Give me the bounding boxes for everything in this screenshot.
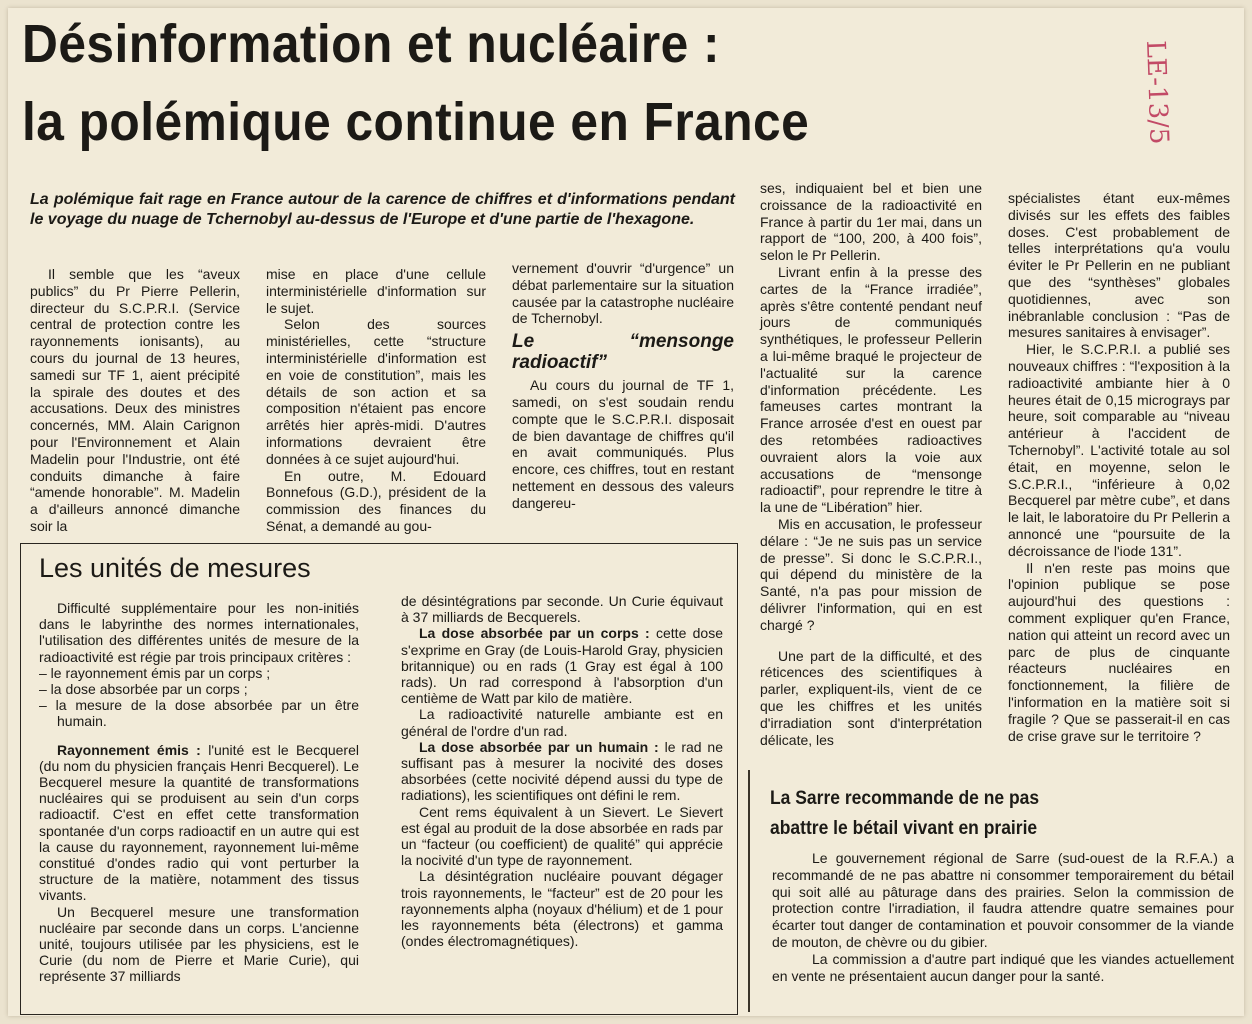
headline-line-1: Désinformation et nucléaire : xyxy=(22,14,720,74)
col1-paragraph: Il semble que les “aveux publics” du Pr Pierre Pellerin, directeur du S.C.P.R.I. (Service central de protection contre les rayonnements ionisants), au cours du journal de 13 heures, samedi sur TF 1, aient précipité la spirale des doutes et des accusations. Deux des ministres concernés, MM. Alain Carignon pour l'Environnement et Alain Madelin pour l'Industrie, ont été conduits dimanche à faire “amende honorable”. M. Madelin a d'ailleurs annoncé dimanche soir la xyxy=(30,266,240,534)
sarre-article-body xyxy=(772,850,1234,984)
article-lede: La polémique fait rage en France autour de la carence de chiffres et d'informations pendant le voyage du nuage de Tchernobyl au-dessus de l'Europe et d'une partie de l'hexagone. xyxy=(30,191,735,228)
dose-humain-label: La dose absorbée par un humain : xyxy=(419,738,659,755)
col4-paragraph-2: Livrant enfin à la presse des cartes de la “France irradiée”, après s'être contenté pendant neuf jours de communiqués synthétiques, le professeur Pellerin a lui-même braqué le projecteur de l'actualité sur la carence d'information précédente. Les fameuses cartes montrant la France arrosée d'est en ouest par des retombées radioactives ouvraient alors la voie aux accusations de “mensonge radioactif”, pour reprendre le titre à la une de “Libération” hier. xyxy=(760,263,982,516)
col3-paragraph-2: Au cours du journal de TF 1, samedi, on s'est soudain rendu compte que le S.C.P.R.I. disposait de bien davantage de chiffres qu'il en avait communiqués. Plus encore, ces chiffres, tout en restant nettement en dessous des valeurs dangereu- xyxy=(512,377,734,511)
headline-line-2: la polémique continue en France xyxy=(22,92,810,152)
article-column-5 xyxy=(1008,190,1230,744)
article-column-4 xyxy=(760,180,982,748)
col5-paragraph-2: Hier, le S.C.P.R.I. a publié ses nouveaux chiffres : “l'exposition à la radioactivité ambiante hier à 0 heures était de 0,15 micrograys par heure, soit comparable au “niveau antérieur à l'accident de Tchernobyl”. L'activité totale au sol était, en moyenne, selon le S.C.P.R.I., “inférieure à 0,02 Becquerel par mètre cube”, et dans le lait, le laboratoire du Pr Pellerin a annoncé une “poursuite de la décroissance de l'iode 131”. xyxy=(1008,341,1230,559)
sarre-paragraph-2: La commission a d'autre part indiqué que les viandes actuellement en vente ne présentaient aucun danger pour la santé. xyxy=(772,950,1234,984)
handwritten-date-note: LE-13/5 xyxy=(1140,40,1174,145)
col3-paragraph-1: vernement d'ouvrir “d'urgence” un débat parlementaire sur la situation causée par la catastrophe nucléaire de Tchernobyl. xyxy=(512,260,734,327)
col2-paragraph-3: En outre, M. Edouard Bonnefous (G.D.), président de la commission des finances du Sénat, a demandé au gou- xyxy=(266,467,486,534)
col2-paragraph-1: mise en place d'une cellule interministérielle d'information sur le sujet. xyxy=(266,266,486,316)
units-box-title: Les unités de mesures xyxy=(39,553,311,583)
dose-corps-paragraph xyxy=(401,625,723,706)
sarre-headline-line-2: abattre le bétail vivant en prairie xyxy=(770,818,1038,839)
dose-corps-text: cette dose s'exprime en Gray (de Louis-Harold Gray, physicien britannique) ou en rads (1 Gray est égal à 100 rads). Un rad correspond à l'absorption d'un centième de Watt par kilo de matière. xyxy=(401,625,724,707)
article-column-2 xyxy=(266,266,486,535)
becquerel-paragraph: Un Becquerel mesure une transformation nucléaire par seconde dans un corps. L'ancienne unité, toujours utilisée par les physiciens, est le Curie (du nom de Pierre et Marie Curie), qui représente 37 milliards xyxy=(39,903,359,985)
dose-corps-label: La dose absorbée par un corps : xyxy=(419,625,650,642)
ambient-paragraph: La radioactivité naturelle ambiante est en général de l'ordre d'un rad. xyxy=(401,706,723,739)
col5-paragraph-1: spécialistes étant eux-mêmes divisés sur les effets des faibles doses. C'est probablement de telles interprétations qu'a voulu éviter le Pr Pellerin en ne publiant que des “synthèses” globales quotidiennes, avec son inébranlable conclusion : “Pas de mesures sanitaires à envisager”. xyxy=(1008,190,1230,341)
rayonnement-paragraph xyxy=(39,742,359,904)
dose-humain-text: le rad ne suffisant pas à mesurer la nocivité des doses absorbées (cette nocivité dépend aussi du type de radiations), les scientifiques ont défini le rem. xyxy=(401,738,724,804)
col3-subheading: Le “mensonge radioactif” xyxy=(512,331,734,374)
col4-paragraph-1: ses, indiquaient bel et bien une croissance de la radioactivité en France à partir du 1er mai, dans un rapport de “100, 200, à 400 fois”, selon le Pr Pellerin. xyxy=(760,180,982,264)
column-divider xyxy=(748,770,750,1012)
units-right-p1: de désintégrations par seconde. Un Curie équivaut à 37 milliards de Becquerels. xyxy=(401,593,723,626)
col5-paragraph-3: Il n'en reste pas moins que l'opinion publique se pose aujourd'hui des questions : comment expliquer qu'en France, nation qui atteint un record avec un parc de plus de cinquante réacteurs nucléaires en fonctionnement, la filière de l'information en la matière soit si fragile ? Que se passerait-il en cas de crise grave sur le territoire ? xyxy=(1008,559,1230,744)
sarre-headline-line-1: La Sarre recommande de ne pas xyxy=(770,788,1040,809)
article-column-3 xyxy=(512,260,734,512)
col2-paragraph-2: Selon des sources ministérielles, cette “structure interministérielle d'information est en voie de constitution”, mais les détails de son action et sa composition n'étaient pas encore arrêtés hier après-midi. D'autres informations devraient être données à ce sujet aujourd'hui. xyxy=(266,316,486,467)
criterion-item: – la dose absorbée par un corps ; xyxy=(39,681,248,698)
units-intro: Difficulté supplémentaire pour les non-initiés dans le labyrinthe des normes internationales, l'utilisation des différentes unités de mesure de la radioactivité est régie par trois principaux critères : xyxy=(39,600,359,665)
dose-humain-paragraph xyxy=(401,739,723,804)
sarre-paragraph-1: Le gouvernement régional de Sarre (sud-ouest de la R.F.A.) a recommandé de ne pas abattre ni consommer temporairement du bétail qui soit allé au pâturage dans des prairies. Selon la commission de protection contre l'irradiation, il faudra attendre quatre semaines pour écarter tout danger de contamination et pouvoir consommer de la viande de mouton, de chèvre ou du gibier. xyxy=(772,850,1234,950)
units-left-column xyxy=(39,600,359,985)
col4-paragraph-3: Mis en accusation, le professeur délare : “Je ne suis pas un service de presse”. Si donc le S.C.P.R.I., qui dépend du ministère de la Santé, n'a pas pour mission de délivrer l'information, qui en est chargé ? xyxy=(760,515,982,633)
col4-paragraph-4: Une part de la difficulté, et des réticences des scientifiques à parler, expliquent-ils, vient de ce que les chiffres et les unités d'irradiation sont d'interprétation délicate, les xyxy=(760,647,982,748)
article-column-1 xyxy=(30,266,240,535)
rayonnement-text: l'unité est le Becquerel (du nom du physicien français Henri Becquerel). Le Becquerel mesure la quantité de transformations nucléaires qui se produisent au sein d'un corps radioactif. C'est en effet cette transformation spontanée d'un corps radioactif en un autre qui est la cause du rayonnement, rayonnement lui-même constitué d'ondes radio qui vont perturber la structure de la matière, notamment des tissus vivants. xyxy=(39,741,359,904)
rem-paragraph: Cent rems équivalent à un Sievert. Le Sievert est égal au produit de la dose absorbée en rads par un “facteur (ou coefficient) de qualité” qui apprécie la nocivité d'un type de rayonnement. xyxy=(401,803,723,869)
units-right-column xyxy=(401,593,723,949)
criterion-item: – le rayonnement émis par un corps ; xyxy=(39,664,271,681)
units-sidebar-box xyxy=(20,543,738,1015)
desintegration-paragraph: La désintégration nucléaire pouvant dégager trois rayonnements, le “facteur” est de 20 pour les rayonnements alpha (noyaux d'hélium) et de 1 pour les rayonnements béta (électrons) et gamma (ondes électromagnétiques). xyxy=(401,868,723,950)
criterion-item: – la mesure de la dose absorbée par un être humain. xyxy=(39,697,359,730)
rayonnement-label: Rayonnement émis : xyxy=(57,741,201,758)
